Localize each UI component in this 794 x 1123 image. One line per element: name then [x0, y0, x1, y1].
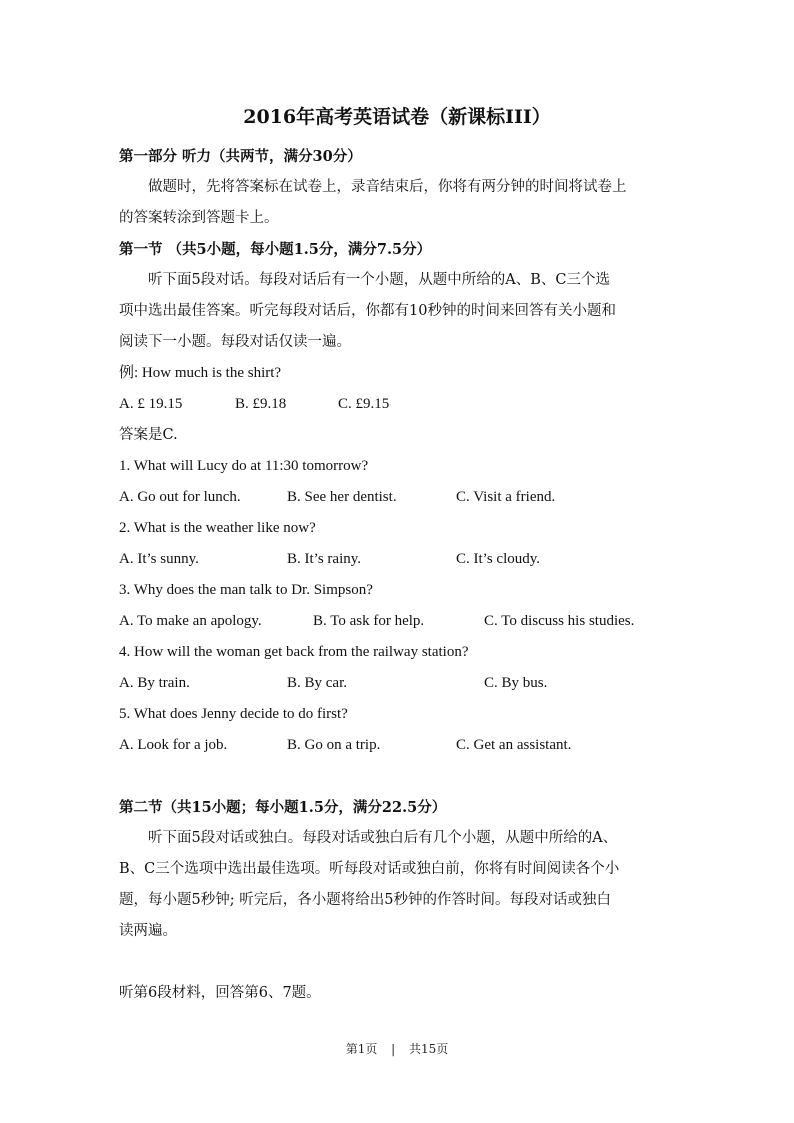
question-2-options — [119, 544, 679, 575]
example-question: 例: How much is the shirt? — [119, 365, 282, 381]
section1-intro-line: 项中选出最佳答案。听完每段对话后，你都有10秒钟的时间来回答有关小题和 — [119, 303, 616, 319]
part1-heading: 第一部分 听力（共两节，满分30分） — [119, 148, 362, 165]
material-instruction: 听第6段材料，回答第6、7题。 — [119, 985, 321, 1001]
part1-intro-line: 的答案转涂到答题卡上。 — [119, 210, 279, 226]
spacer — [119, 947, 679, 978]
question-4-options — [119, 668, 679, 699]
page-content — [119, 141, 679, 1009]
option-c: C. Visit a friend. — [456, 489, 556, 505]
option-b: B. To ask for help. — [313, 613, 425, 629]
question-5-options — [119, 730, 679, 761]
question-5: 5. What does Jenny decide to do first? — [119, 706, 348, 722]
example-option-c: C. £9.15 — [338, 396, 390, 412]
option-a: A. By train. — [119, 675, 190, 691]
spacer — [119, 761, 679, 792]
footer-separator: | — [391, 1042, 396, 1056]
section2-intro-line: 听下面5段对话或独白。每段对话或独白后有几个小题，从题中所给的A、 — [148, 830, 618, 846]
option-a: A. Look for a job. — [119, 737, 228, 753]
section1-intro-line: 阅读下一小题。每段对话仅读一遍。 — [119, 334, 351, 350]
option-b: B. It’s rainy. — [287, 551, 362, 567]
question-3-options — [119, 606, 679, 637]
page-title: 2016年高考英语试卷（新课标III） — [243, 106, 551, 128]
section2-intro-line: 题，每小题5秒钟; 听完后，各小题将给出5秒钟的作答时间。每段对话或独白 — [119, 892, 611, 908]
page-total: 共15页 — [409, 1042, 449, 1056]
part1-intro-line: 做题时，先将答案标在试卷上，录音结束后，你将有两分钟的时间将试卷上 — [148, 179, 627, 195]
question-4: 4. How will the woman get back from the railway station? — [119, 644, 469, 660]
option-a: A. Go out for lunch. — [119, 489, 241, 505]
page-number: 第1页 — [345, 1042, 378, 1056]
option-c: C. Get an assistant. — [456, 737, 572, 753]
example-answer: 答案是C. — [119, 427, 178, 443]
option-c: C. To discuss his studies. — [484, 613, 635, 629]
option-b: B. See her dentist. — [287, 489, 397, 505]
example-options — [119, 389, 679, 420]
option-c: C. It’s cloudy. — [456, 551, 541, 567]
example-option-a: A. £ 19.15 — [119, 396, 183, 412]
option-c: C. By bus. — [484, 675, 548, 691]
section1-heading: 第一节 （共5小题，每小题1.5分，满分7.5分） — [119, 241, 432, 258]
question-3: 3. Why does the man talk to Dr. Simpson? — [119, 582, 373, 598]
option-b: B. By car. — [287, 675, 347, 691]
section2-intro-line: B、C三个选项中选出最佳选项。听每段对话或独白前，你将有时间阅读各个小 — [119, 861, 620, 877]
example-option-b: B. £9.18 — [235, 396, 287, 412]
section2-intro-line: 读两遍。 — [119, 923, 177, 939]
section2-heading: 第二节（共15小题；每小题1.5分，满分22.5分） — [119, 799, 447, 816]
option-b: B. Go on a trip. — [287, 737, 381, 753]
page-footer — [0, 1040, 794, 1058]
section1-intro-line: 听下面5段对话。每段对话后有一个小题，从题中所给的A、B、C三个选 — [148, 272, 610, 288]
question-2: 2. What is the weather like now? — [119, 520, 316, 536]
question-1-options — [119, 482, 679, 513]
option-a: A. It’s sunny. — [119, 551, 199, 567]
option-a: A. To make an apology. — [119, 613, 262, 629]
question-1: 1. What will Lucy do at 11:30 tomorrow? — [119, 458, 369, 474]
